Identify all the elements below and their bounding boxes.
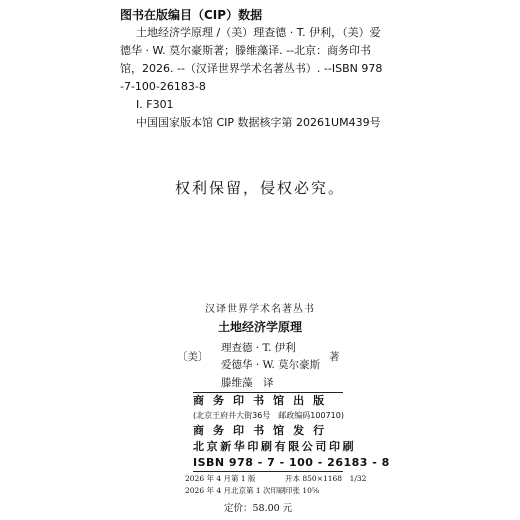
divider (193, 471, 343, 472)
author-block (177, 340, 377, 396)
cip-line-1: 土地经济学原理 /（美）理查德 · T. 伊利，（美）爱 (136, 26, 381, 39)
cip-heading: 图书在版编目（CIP）数据 (120, 8, 263, 22)
print-row (185, 485, 365, 497)
printing: 2026 年 4 月北京第 1 次印刷 (185, 486, 286, 495)
rights-notice: 权利保留，侵权必究。 (174, 179, 345, 197)
format: 开本 850×1168 1/32 (285, 474, 367, 483)
cip-verification: 中国国家版本馆 CIP 数据核字第 20261UM439号 (136, 116, 381, 129)
edition: 2026 年 4 月第 1 版 (185, 474, 256, 483)
distributor-line: 商 务 印 书 馆 发 行 (193, 424, 327, 437)
author-role: 著 (329, 351, 340, 363)
cip-classification: Ⅰ. F301 (136, 98, 174, 111)
price: 定价：58.00 元 (224, 503, 293, 514)
translator: 滕维藻 译 (221, 377, 274, 389)
printer-line: 北京新华印刷有限公司印刷 (193, 440, 357, 453)
author-nationality: 〔美〕 (177, 351, 209, 363)
publisher-address: (北京王府井大街36号 邮政编码100710) (193, 411, 344, 420)
print-row (185, 473, 365, 485)
series-name: 汉译世界学术名著丛书 (205, 304, 315, 315)
publisher-line: 商 务 印 书 馆 出 版 (193, 394, 327, 407)
cip-line-2: 德华 · W. 莫尔豪斯著；滕维藻译. --北京：商务印书 (120, 44, 372, 57)
author-1: 理查德 · T. 伊利 (221, 342, 296, 354)
isbn: ISBN 978 - 7 - 100 - 26183 - 8 (193, 456, 390, 469)
print-info (185, 473, 365, 497)
author-2: 爱德华 · W. 莫尔豪斯 (221, 359, 321, 371)
sheets: 印张 10⅝ (285, 486, 320, 495)
cip-line-3: 馆，2026. --（汉译世界学术名著丛书）. --ISBN 978 (120, 62, 383, 75)
cip-block (120, 6, 410, 132)
cip-line-4: -7-100-26183-8 (120, 80, 206, 93)
publisher-block (193, 392, 390, 472)
book-title: 土地经济学原理 (217, 320, 302, 334)
